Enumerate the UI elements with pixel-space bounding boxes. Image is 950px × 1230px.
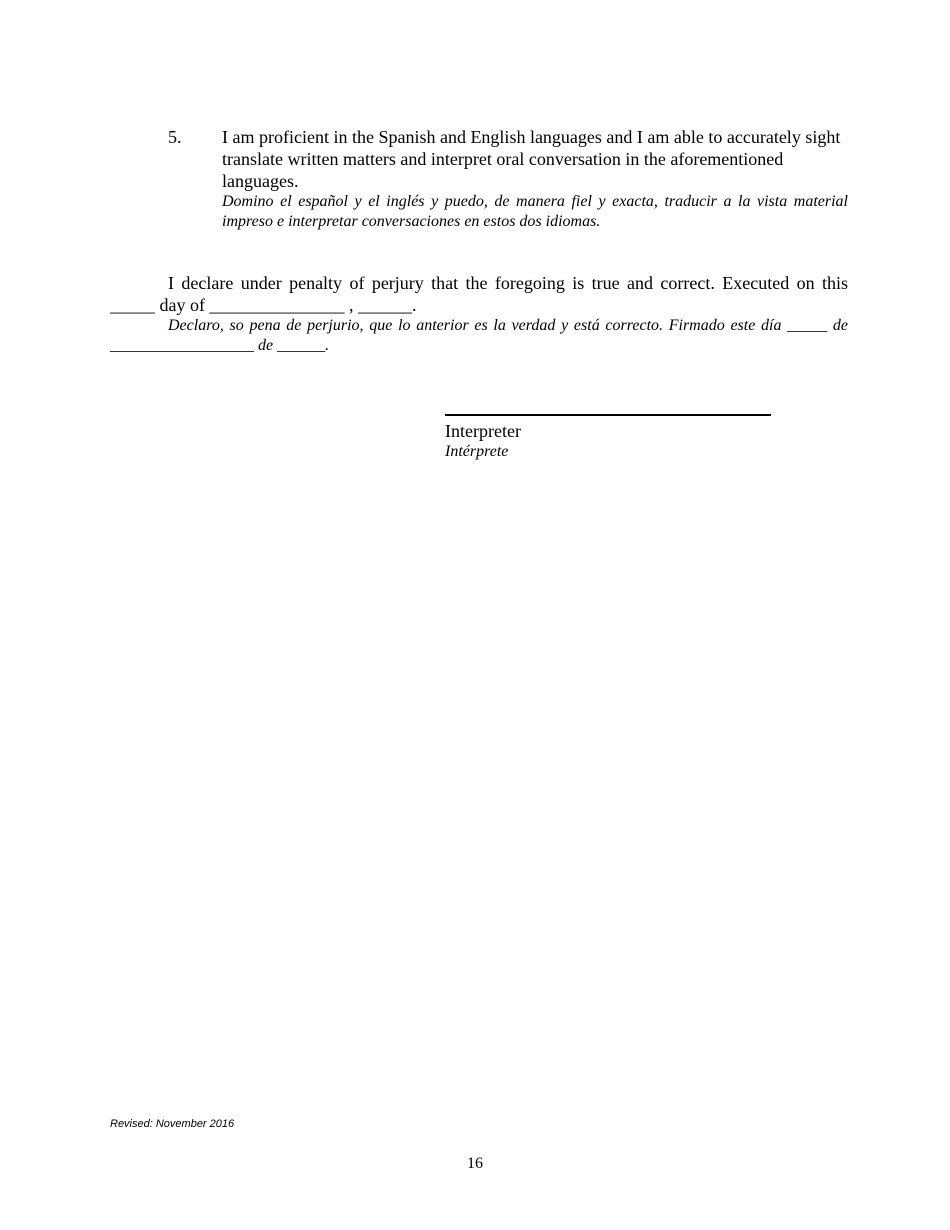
item-english-text: I am proficient in the Spanish and English languages and I am able to accurately sight translate written matters and interpret oral conversation in the aforementioned languages. [222, 127, 841, 191]
item-spanish-text: Domino el español y el inglés y puedo, de manera fiel y exacta, traducir a la vista material impreso e interpretar conversaciones en estos dos idiomas. [222, 193, 848, 230]
signature-block [445, 414, 771, 462]
revision-note: Revised: November 2016 [110, 1118, 235, 1130]
item-body [222, 126, 848, 232]
signature-label-english: Interpreter [445, 421, 521, 441]
page-number: 16 [467, 1155, 483, 1172]
item-number: 5. [168, 127, 182, 147]
declaration-english-text: I declare under penalty of perjury that the foregoing is true and correct. Executed on this _____ day of _______________ , ______. [110, 273, 848, 315]
declaration-spanish-text: Declaro, so pena de perjurio, que lo anterior es la verdad y está correcto. Firmado este día _____ de __________________ de ______. [110, 317, 848, 354]
signature-label-spanish: Intérprete [445, 443, 509, 460]
declaration-paragraph [110, 272, 848, 356]
signature-line [445, 414, 771, 416]
